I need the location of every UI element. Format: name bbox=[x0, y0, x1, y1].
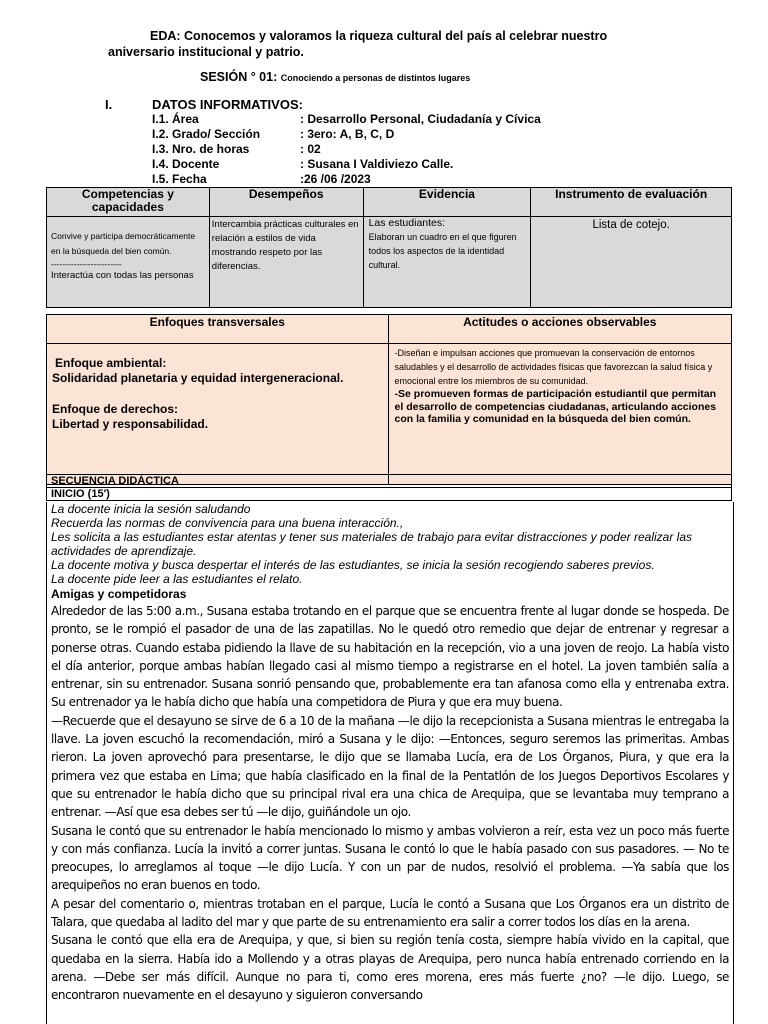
story-paragraph: Susana le contó que su entrenador le había mencionado lo mismo y ambas volvieron a reír, esta vez un poco más fuerte y con más confianza. Lucía la invitó a correr juntas. Susana le contó lo que le había pasado con sus pasadores. — No te preocupes, lo arreglamos al toque —le dijo Lucía. Y con un par de nudos, resolvió el problema. —Ya sabía que los arequipeños no eran buenos en todo. bbox=[51, 823, 729, 893]
story-title: Amigas y competidoras bbox=[51, 587, 187, 601]
header-evidencia: Evidencia bbox=[363, 188, 531, 217]
session-content bbox=[46, 502, 734, 1024]
session-label: SESIÓN ° 01: bbox=[200, 70, 278, 84]
instrumento-text: Lista de cotejo. bbox=[592, 219, 670, 231]
enfoques-table bbox=[46, 314, 732, 485]
enfoque-ambiental-title: Enfoque ambiental: bbox=[55, 356, 167, 370]
separator: ------------------------- bbox=[51, 259, 122, 269]
actitud-2: -Se promueven formas de participación estudiantil que permitan el desarrollo de competencias ciudadanas, articulando acciones con la familia y comunidad en la búsqueda del bien común. bbox=[394, 388, 717, 425]
desempeno-cell bbox=[209, 217, 363, 308]
inicio-title: INICIO (15') bbox=[47, 488, 732, 501]
session-title bbox=[200, 70, 470, 84]
info-value: : Susana I Valdiviezo Calle. bbox=[300, 157, 454, 171]
info-value: : 02 bbox=[300, 142, 321, 156]
enfoques-cell bbox=[47, 344, 389, 485]
datos-title: DATOS INFORMATIVOS: bbox=[152, 97, 303, 112]
story-paragraph: Alrededor de las 5:00 a.m., Susana estaba trotando en el parque que se encuentra frente al lugar donde se hospeda. De pronto, se le rompió el pasador de una de las zapatillas. No le quedó otro remedio que dejar de entrenar y regresar a ponerse otras. Cuando estaba pidiendo la llave de su habitación en la recepción, vio a una joven de reojo. La había visto el día anterior, porque ambas habían llegado casi al mismo tiempo a registrarse en el hotel. La joven también salía a entrenar, sin su entrenador. Susana sonrió pensando que, probablemente era tan afanosa como ella y entrenaba extra. Su entrenador ya le había dicho que había una competidora de Piura y que era muy buena. bbox=[51, 604, 729, 710]
info-label: I.4. Docente bbox=[152, 157, 220, 171]
step-item: Les solicita a las estudiantes estar atentas y tener sus materiales de trabajo para evitar distracciones y poder realizar las actividades de aprendizaje. bbox=[51, 530, 692, 558]
header-actitudes: Actitudes o acciones observables bbox=[388, 315, 731, 344]
instrumento-cell bbox=[531, 217, 732, 308]
header-competencias: Competencias y capacidades bbox=[47, 188, 210, 217]
step-item: La docente inicia la sesión saludando bbox=[51, 502, 251, 516]
enfoque-derechos-text: Libertad y responsabilidad. bbox=[52, 417, 209, 431]
info-label: I.1. Área bbox=[152, 112, 199, 126]
step-item: Recuerda las normas de convivencia para una buena interacción., bbox=[51, 516, 404, 530]
secuencia-table bbox=[46, 474, 732, 501]
enfoque-derechos-title: Enfoque de derechos: bbox=[52, 402, 179, 416]
story-paragraph: A pesar del comentario o, mientras trotaban en el parque, Lucía le contó a Susana que Los Órganos era un distrito de Talara, que quedaba al ladito del mar y que parte de su entrenamiento era salir a correr todos los días en la arena. bbox=[51, 896, 729, 930]
competencia-2: Interactúa con todas las personas bbox=[51, 270, 194, 281]
story-paragraph: —Recuerde que el desayuno se sirve de 6 a 10 de la mañana —le dijo la recepcionista a Susana mientras le entregaba la llave. La joven escuchó la recomendación, miró a Susana y le dijo: —Entonces, seguro seremos las primeritas. Ambas rieron. La joven aprovechó para presentarse, le dijo que se llamaba Lucía, era de Los Órganos, Piura, y que era la primera vez que estaba en Lima; que había clasificado en la final de la Pentatlón de los Juegos Deportivos Escolares y que su entrenador le había dicho que su principal rival era una chica de Arequipa, que se levantaba muy temprano a entrenar. —Así que esa debes ser tú —le dijo, guiñándole un ojo. bbox=[51, 713, 729, 820]
secuencia-title: SECUENCIA DIDÁCTICA bbox=[47, 475, 732, 488]
header-desempenos: Desempeños bbox=[209, 188, 363, 217]
competencias-cell bbox=[47, 217, 210, 308]
competencias-table bbox=[46, 187, 732, 308]
competencia-1: Convive y participa democráticamente en la búsqueda del bien común. bbox=[51, 231, 196, 256]
info-value: :26 /06 /2023 bbox=[300, 172, 371, 186]
section-numeral: I. bbox=[105, 97, 113, 112]
actitudes-cell bbox=[388, 344, 731, 485]
info-label: I.3. Nro. de horas bbox=[152, 142, 250, 156]
actitud-1: -Diseñan e impulsan acciones que promuevan la conservación de entornos saludables y el desarrollo de actividades físicas que favorezcan la salud física y emocional entre los miembros de su comunidad. bbox=[394, 348, 713, 386]
evidencia-title: Las estudiantes: bbox=[368, 217, 446, 229]
evidencia-cell bbox=[363, 217, 531, 308]
header-instrumento: Instrumento de evaluación bbox=[531, 188, 732, 217]
info-label: I.5. Fecha bbox=[152, 172, 207, 186]
eda-title: EDA: Conocemos y valoramos la riqueza cultural del país al celebrar nuestro aniversario institucional y patrio. bbox=[108, 29, 608, 59]
info-value: : 3ero: A, B, C, D bbox=[300, 127, 395, 141]
evidencia-text: Elaboran un cuadro en el que figuren todos los aspectos de la identidad cultural. bbox=[368, 232, 517, 270]
desempeno-text: Intercambia prácticas culturales en relación a estilos de vida mostrando respeto por las diferencias. bbox=[211, 219, 359, 272]
session-subtitle: Conociendo a personas de distintos lugares bbox=[280, 73, 471, 83]
enfoque-ambiental-text: Solidaridad planetaria y equidad intergeneracional. bbox=[52, 371, 344, 385]
info-value: : Desarrollo Personal, Ciudadanía y Cívica bbox=[300, 112, 541, 126]
step-item: La docente motiva y busca despertar el interés de las estudiantes, se inicia la sesión recogiendo saberes previos. bbox=[51, 558, 655, 572]
step-item: La docente pide leer a las estudiantes el relato. bbox=[51, 572, 303, 586]
story-paragraph: Susana le contó que ella era de Arequipa, y que, si bien su región tenía costa, siempre había vivido en la capital, que quedaba en la sierra. Había ido a Mollendo y a otras playas de Arequipa, pero nunca había entrenado corriendo en la arena. —Debe ser más difícil. Aunque no para ti, como eres morena, eres más fuerte ¿no? —le dijo. Luego, se encontraron nuevamente en el desayuno y siguieron conversando bbox=[51, 933, 729, 1003]
header-enfoques: Enfoques transversales bbox=[47, 315, 389, 344]
info-label: I.2. Grado/ Sección bbox=[152, 127, 261, 141]
